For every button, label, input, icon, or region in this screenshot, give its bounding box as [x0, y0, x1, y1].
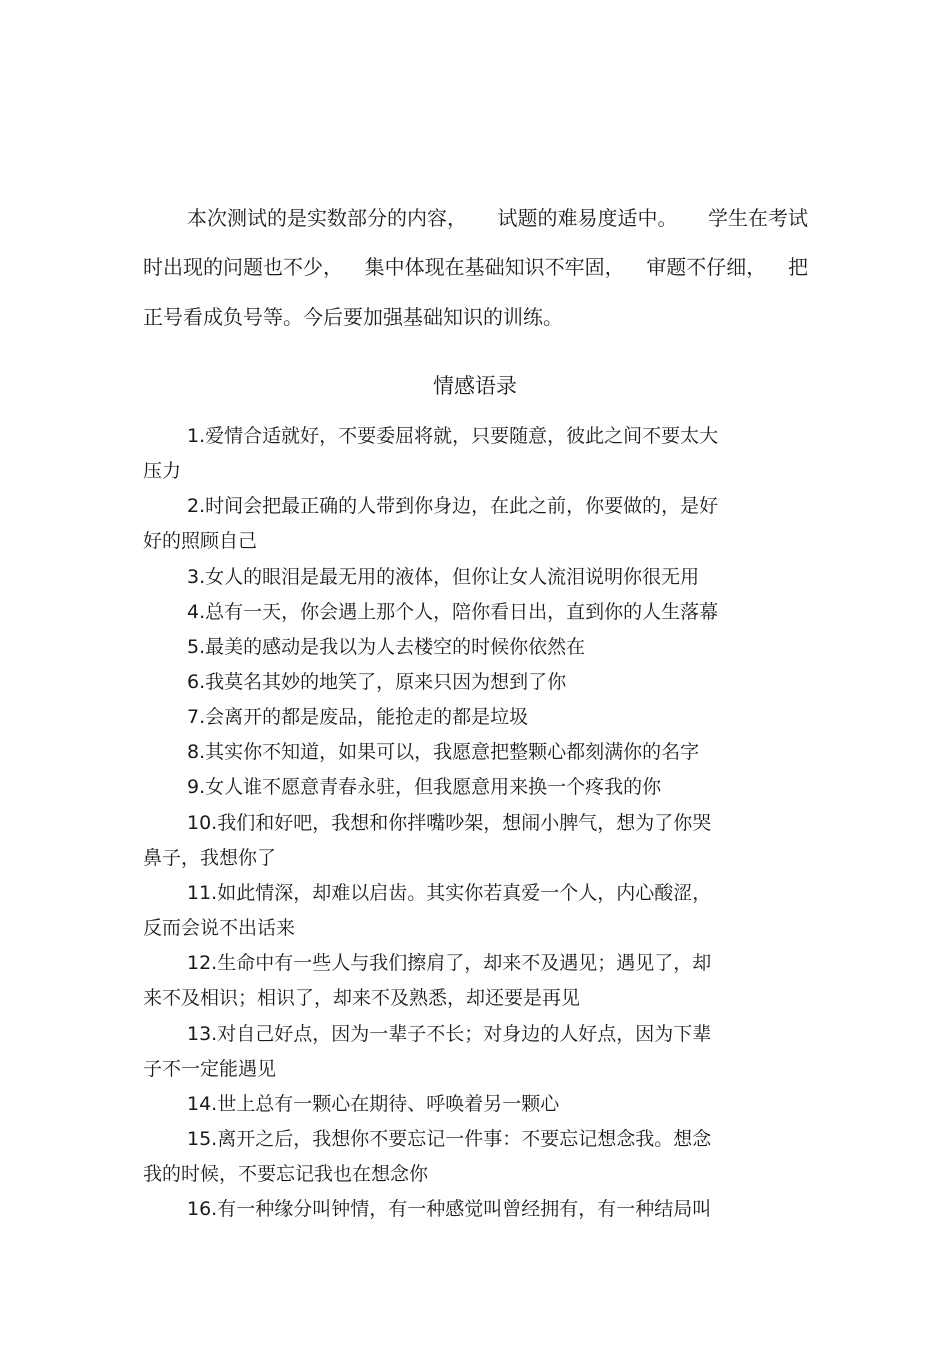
- quote-15-line-1: 15.离开之后，我想你不要忘记一件事：不要忘记想念我。想念: [187, 1128, 712, 1150]
- quote-10-line-2: 鼻子，我想你了: [143, 847, 277, 869]
- quote-1-line-1: 1.爱情合适就好，不要委屈将就，只要随意，彼此之间不要太大: [187, 425, 719, 447]
- intro-line-3-text: 正号看成负号等。今后要加强基础知识的训练。: [143, 305, 563, 329]
- intro-line-2-segment: 审题不仔细，: [646, 255, 767, 279]
- quote-12-line-2: 来不及相识；相识了，却来不及熟悉，却还要是再见: [143, 987, 581, 1009]
- quote-2-line-1: 2.时间会把最正确的人带到你身边，在此之前，你要做的，是好: [187, 495, 719, 517]
- intro-line-1-segment: 本次测试的是实数部分的内容，: [187, 206, 467, 230]
- quote-13-line-1: 13.对自己好点，因为一辈子不长；对身边的人好点，因为下辈: [187, 1023, 712, 1045]
- quote-6-line-1: 6.我莫名其妙的地笑了，原来只因为想到了你: [187, 671, 567, 693]
- quote-9-line-1: 9.女人谁不愿意青春永驻，但我愿意用来换一个疼我的你: [187, 776, 662, 798]
- intro-line-2-segment: 集中体现在基础知识不牢固，: [364, 255, 625, 279]
- quote-7-line-1: 7.会离开的都是废品，能抢走的都是垃圾: [187, 706, 529, 728]
- quote-16-line-1: 16.有一种缘分叫钟情，有一种感觉叫曾经拥有，有一种结局叫: [187, 1198, 712, 1220]
- intro-line-2-segment: 把: [787, 255, 808, 279]
- quote-12-line-1: 12.生命中有一些人与我们擦肩了，却来不及遇见；遇见了，却: [187, 952, 712, 974]
- quote-14-line-1: 14.世上总有一颗心在期待、呼唤着另一颗心: [187, 1093, 560, 1115]
- quote-2-line-2: 好的照顾自己: [143, 530, 258, 552]
- intro-line-2: [143, 253, 808, 281]
- intro-line-1: [187, 204, 808, 232]
- quote-11-line-2: 反而会说不出话来: [143, 917, 296, 939]
- quote-10-line-1: 10.我们和好吧，我想和你拌嘴吵架，想闹小脾气，想为了你哭: [187, 812, 712, 834]
- intro-line-2-segment: 时出现的问题也不少，: [143, 255, 343, 279]
- quote-1-line-2: 压力: [143, 460, 182, 482]
- quote-8-line-1: 8.其实你不知道，如果可以，我愿意把整颗心都刻满你的名字: [187, 741, 700, 763]
- intro-line-1-segment: 学生在考试: [708, 206, 808, 230]
- quote-3-line-1: 3.女人的眼泪是最无用的液体，但你让女人流泪说明你很无用: [187, 566, 700, 588]
- quote-4-line-1: 4.总有一天，你会遇上那个人，陪你看日出，直到你的人生落幕: [187, 601, 719, 623]
- section-title: 情感语录: [433, 374, 517, 398]
- quote-5-line-1: 5.最美的感动是我以为人去楼空的时候你依然在: [187, 636, 586, 658]
- intro-line-1-segment: 试题的难易度适中。: [497, 206, 678, 230]
- intro-line-3: [143, 303, 808, 331]
- quote-11-line-1: 11.如此情深，却难以启齿。其实你若真爱一个人，内心酸涩，: [187, 882, 712, 904]
- quote-15-line-2: 我的时候，不要忘记我也在想念你: [143, 1163, 429, 1185]
- quote-13-line-2: 子不一定能遇见: [143, 1058, 277, 1080]
